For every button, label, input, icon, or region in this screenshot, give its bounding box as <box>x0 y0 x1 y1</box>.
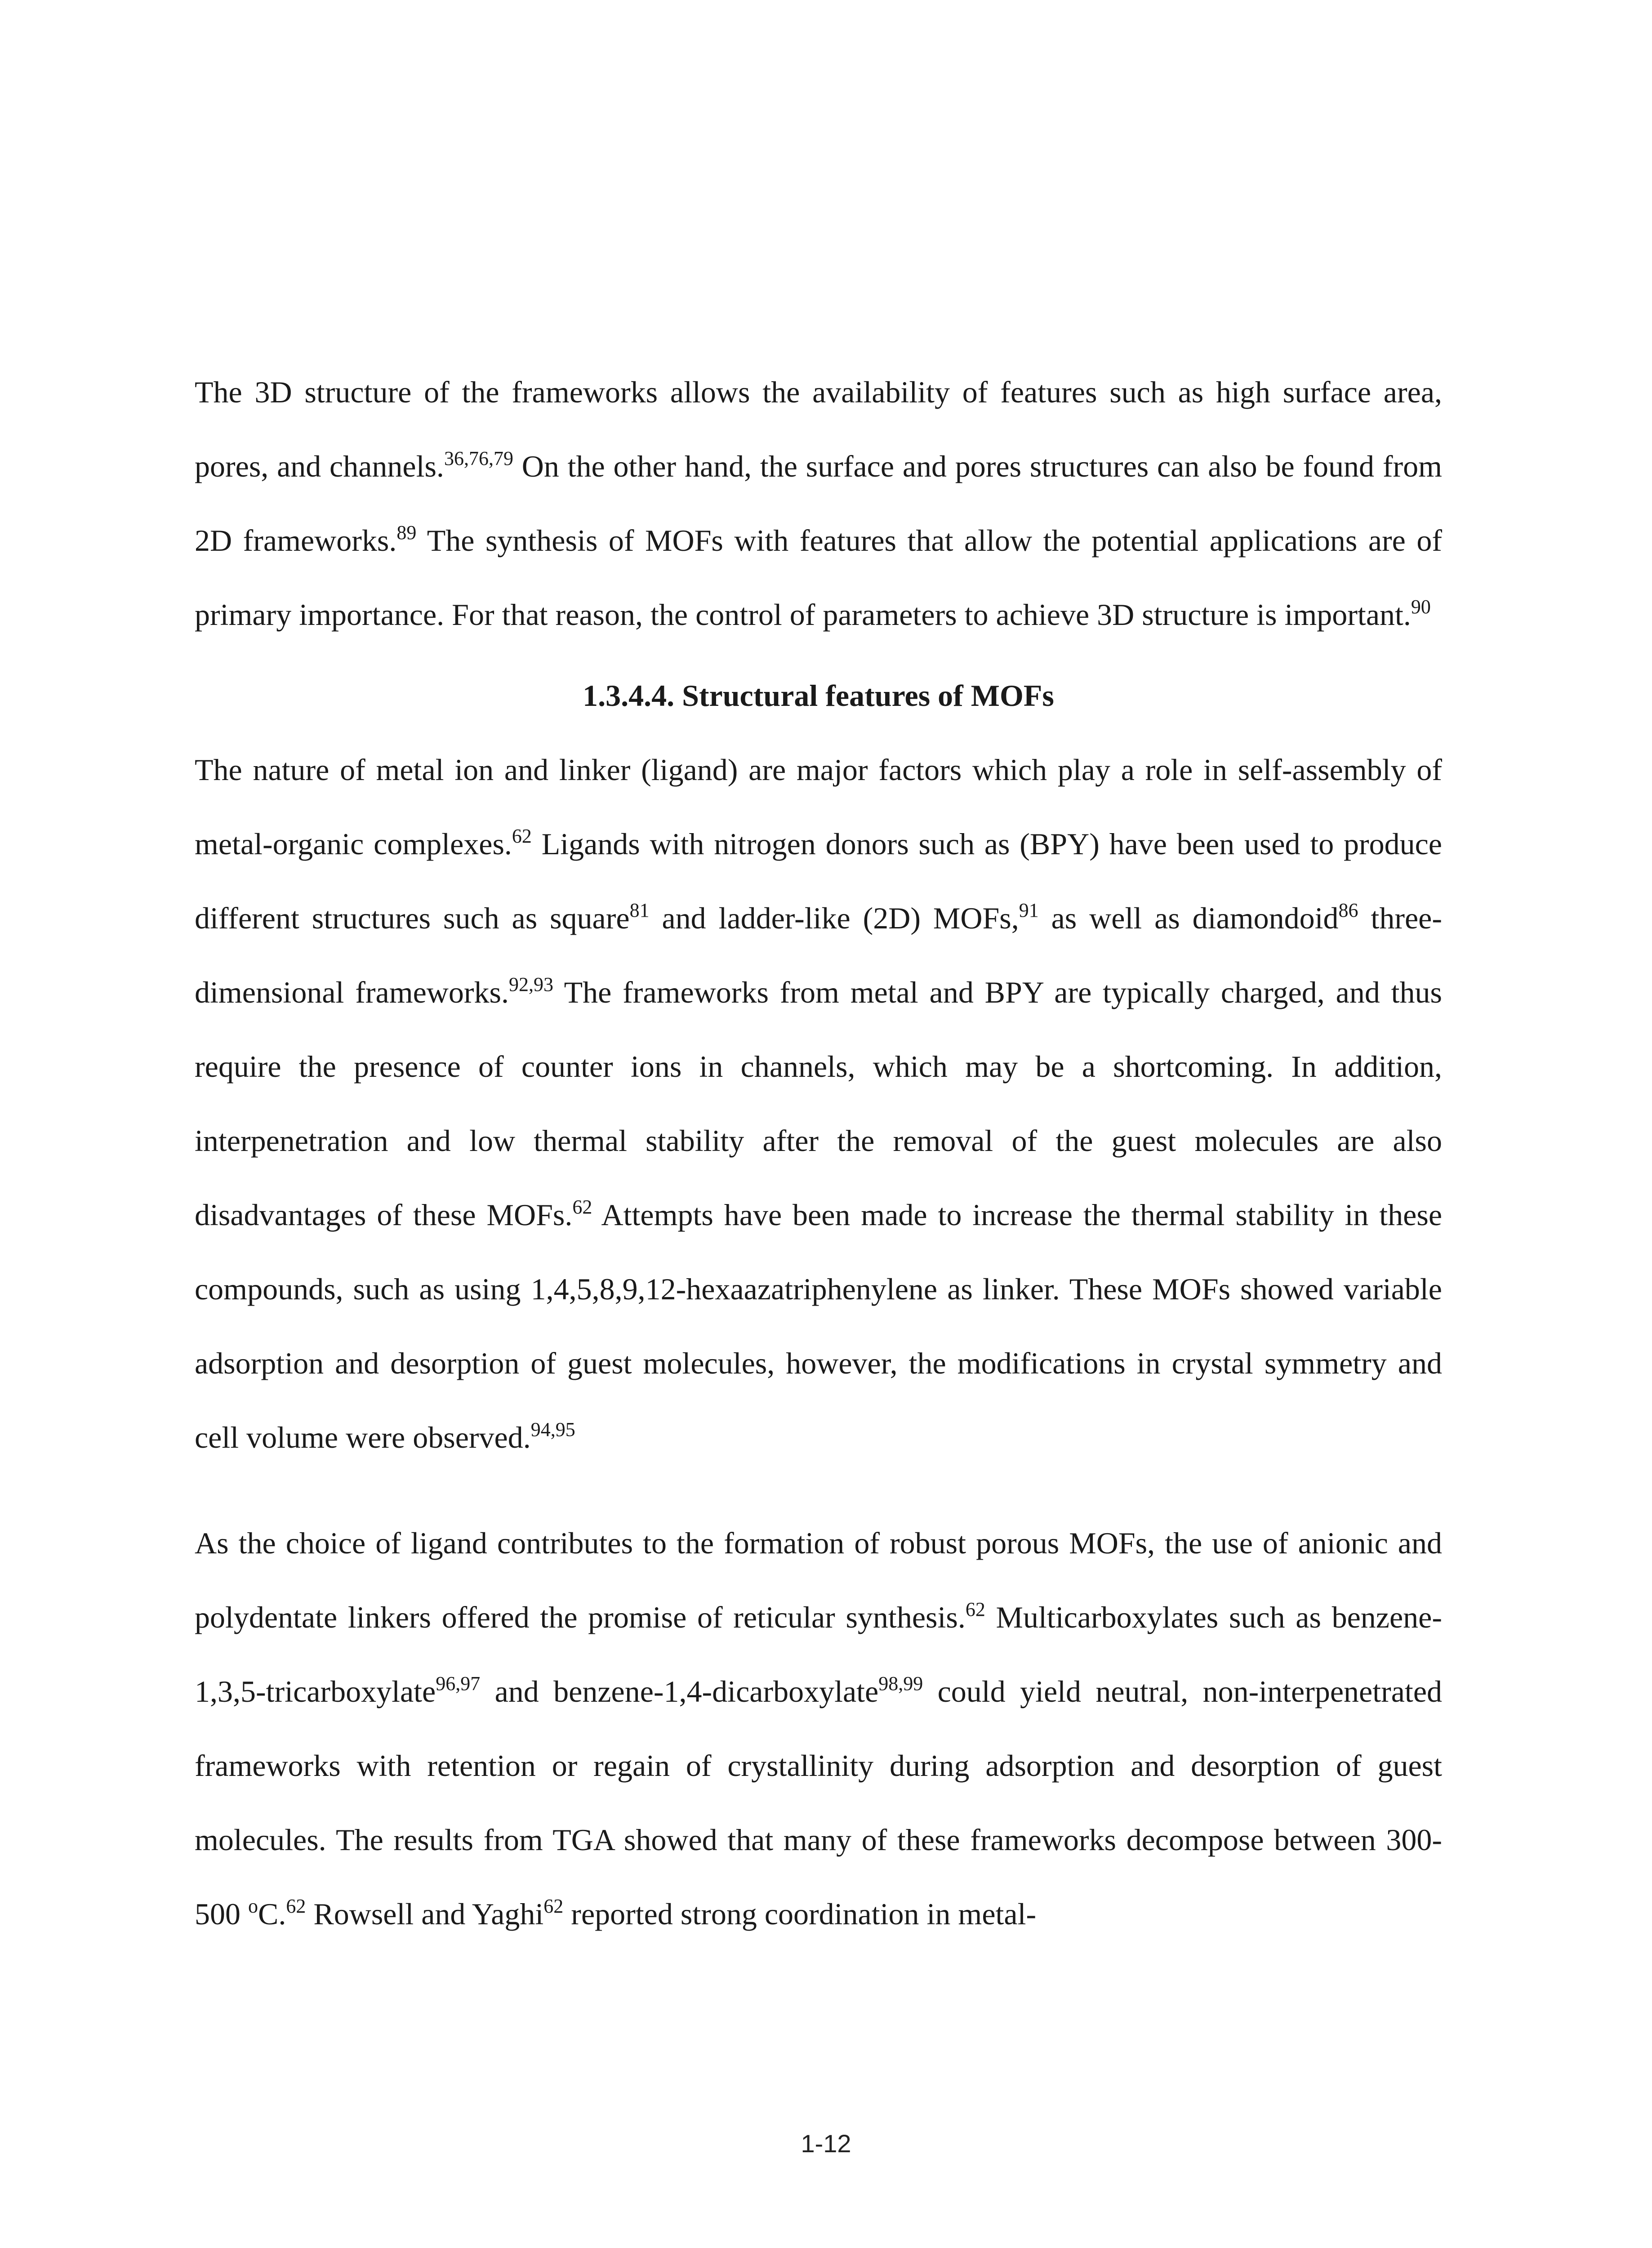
citation-superscript: 62 <box>543 1895 564 1917</box>
text-run: The synthesis of MOFs with features that allow the potential applications are of primary importance. For that reason, the control of parameters to achieve 3D structure is important. <box>195 523 1443 632</box>
text-run: The frameworks from metal and BPY are typically charged, and thus require the presence of counter ions in channels, which may be a shortcoming. In addition, interpenetration and low thermal stability after the removal of the guest molecules are also disadvantages of these MOFs. <box>195 975 1443 1232</box>
paragraph-metal-linker <box>195 733 1442 1475</box>
citation-superscript: 96,97 <box>436 1673 481 1695</box>
text-run: The 3D structure of the frameworks allows the availability of features such as high surface area, pores, and channels. <box>195 375 1442 483</box>
paragraph-ligand-choice <box>195 1506 1442 1951</box>
text-run: C. <box>258 1897 286 1931</box>
document-body <box>195 355 1442 1951</box>
text-run: could yield neutral, non-interpenetrated frameworks with retention or regain of crystallinity during adsorption and desorption of guest molecules. The results from TGA showed that many of these frameworks decompose between 300-500 <box>195 1674 1443 1931</box>
text-run: as well as diamondoid <box>1038 901 1339 935</box>
citation-superscript: 94,95 <box>530 1418 575 1441</box>
citation-superscript: 89 <box>396 522 417 544</box>
text-run: Rowsell and Yaghi <box>306 1897 544 1931</box>
text-run: Multicarboxylates such as benzene-1,3,5-tricarboxylate <box>195 1600 1442 1708</box>
text-run: The nature of metal ion and linker (ligand) are major factors which play a role in self-assembly of metal-organic complexes. <box>195 753 1442 861</box>
text-run: reported strong coordination in metal- <box>563 1897 1037 1931</box>
citation-superscript: 62 <box>286 1895 306 1917</box>
text-run: On the other hand, the surface and pores structures can also be found from 2D frameworks. <box>195 449 1443 558</box>
citation-superscript: o <box>248 1895 258 1917</box>
citation-superscript: 91 <box>1019 899 1039 921</box>
citation-superscript: 62 <box>965 1598 985 1620</box>
text-run: Ligands with nitrogen donors such as (BPY) have been used to produce different structures such as square <box>195 827 1442 935</box>
citation-superscript: 86 <box>1338 899 1358 921</box>
paragraph-gap <box>195 1475 1442 1506</box>
citation-superscript: 81 <box>629 899 650 921</box>
text-run: Attempts have been made to increase the thermal stability in these compounds, such as using 1,4,5,8,9,12-hexaazatriphenylene as linker. These MOFs showed variable adsorption and desorption of guest molecules, however, the modifications in crystal symmetry and cell volume were observed. <box>195 1198 1442 1454</box>
text-run: and benzene-1,4-dicarboxylate <box>480 1674 879 1708</box>
paragraph-frameworks-3d <box>195 355 1442 652</box>
citation-superscript: 36,76,79 <box>444 447 513 469</box>
citation-superscript: 98,99 <box>878 1673 923 1695</box>
citation-superscript: 92,93 <box>509 973 553 995</box>
citation-superscript: 90 <box>1411 596 1431 618</box>
text-run: and ladder-like (2D) MOFs, <box>649 901 1019 935</box>
section-heading: 1.3.4.4. Structural features of MOFs <box>583 678 1054 713</box>
citation-superscript: 62 <box>512 825 532 847</box>
text-run: As the choice of ligand contributes to the formation of robust porous MOFs, the use of anionic and polydentate linkers offered the promise of reticular synthesis. <box>195 1526 1442 1634</box>
citation-superscript: 62 <box>572 1196 592 1218</box>
text-run: three-dimensional frameworks. <box>195 901 1442 1009</box>
page-number: 1-12 <box>801 2129 851 2158</box>
